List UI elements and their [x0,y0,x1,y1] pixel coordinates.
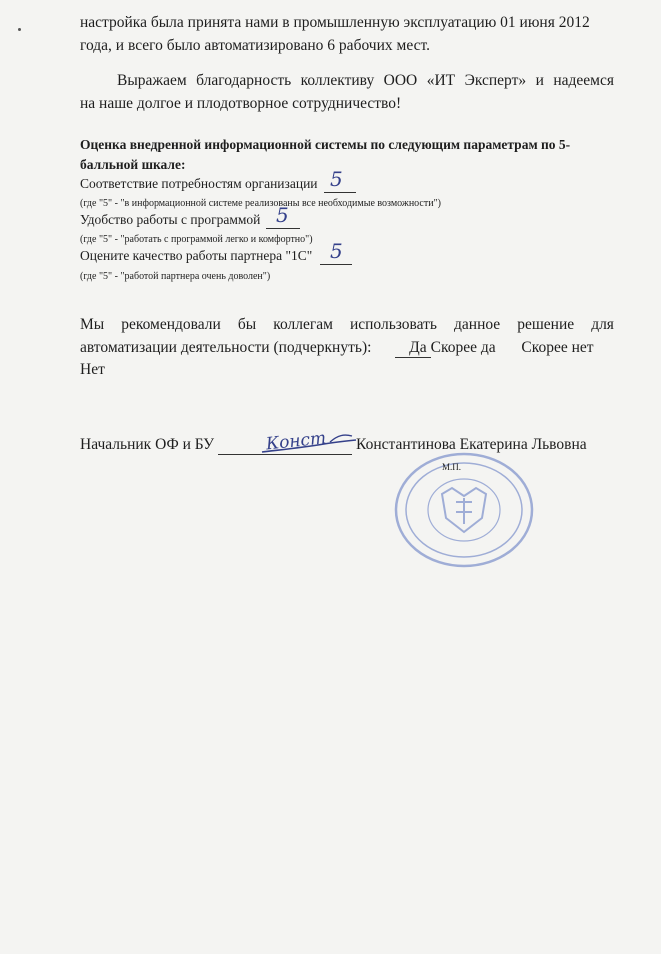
paragraph2-line2: на наше долгое и плодотворное сотрудничество! [80,95,402,112]
rating-item-note: (где "5" - "работой партнера очень доволен") [80,271,271,282]
score-handwritten: 5 [276,203,289,227]
option-rather-yes: Скорее да [430,339,496,356]
signatory-name: Константинова Екатерина Львовна [356,436,587,453]
recommendation-word: коллегам [273,316,333,333]
rating-item-label: Оцените качество работы партнера "1С" [80,248,313,263]
stamp-emblem-detail [456,498,472,524]
paragraph1-line2: года, и всего было автоматизировано 6 рабочих мест. [80,37,430,54]
score-underline [320,264,352,265]
option-rather-no: Скорее нет [521,339,594,356]
recommendation-word: для [591,316,614,333]
rating-item-label: Соответствие потребностям организации [80,176,318,191]
signature-text: Конст [265,428,328,455]
paragraph2-word: ООО [383,72,418,89]
official-stamp [392,452,542,570]
paragraph2-word: Выражаем [117,72,187,89]
paragraph1-line1: настройка была принята нами в промышленную эксплуатацию 01 июня 2012 [80,14,590,31]
recommendation-word: бы [237,316,257,333]
paragraph2-word: коллективу [300,72,375,89]
stamp-label: М.П. [442,462,462,472]
paragraph2-word: Эксперт» [464,72,527,89]
paragraph2-word: надеемся [553,72,614,89]
option-underlined [395,339,430,358]
rating-heading-line1: Оценка внедренной информационной системы по следующим параметрам по 5- [80,137,571,152]
paragraph2-word: благодарность [196,72,292,89]
recommendation-prefix: автоматизации деятельности (подчеркнуть): [80,339,372,356]
option-no: Нет [80,361,105,378]
rating-item-label: Удобство работы с программой [80,212,261,227]
handwritten-signature [240,422,370,462]
recommendation-word: данное [454,316,501,333]
paragraph2-word: и [535,72,544,89]
recommendation-word: решение [517,316,575,333]
score-handwritten: 5 [330,239,343,263]
recommendation-line2 [80,339,594,358]
rating-item-note: (где "5" - "в информационной системе реализованы все необходимые возможности") [80,198,442,209]
paragraph2-word: «ИТ [426,72,456,89]
signature-position: Начальник ОФ и БУ [80,436,215,453]
recommendation-line1 [80,316,614,334]
recommendation-word: использовать [349,316,437,333]
recommendation-word: рекомендовали [121,316,221,333]
paragraph2-line1 [117,72,614,90]
recommendation-word: Мы [80,316,105,333]
score-underline [324,192,356,193]
option-yes: Да [409,339,427,356]
rating-item-note: (где "5" - "работать с программой легко и комфортно") [80,234,313,245]
rating-heading-line2: балльной шкале: [80,157,186,172]
score-underline [266,228,300,229]
scan-speck [18,28,21,31]
score-handwritten: 5 [330,167,343,191]
